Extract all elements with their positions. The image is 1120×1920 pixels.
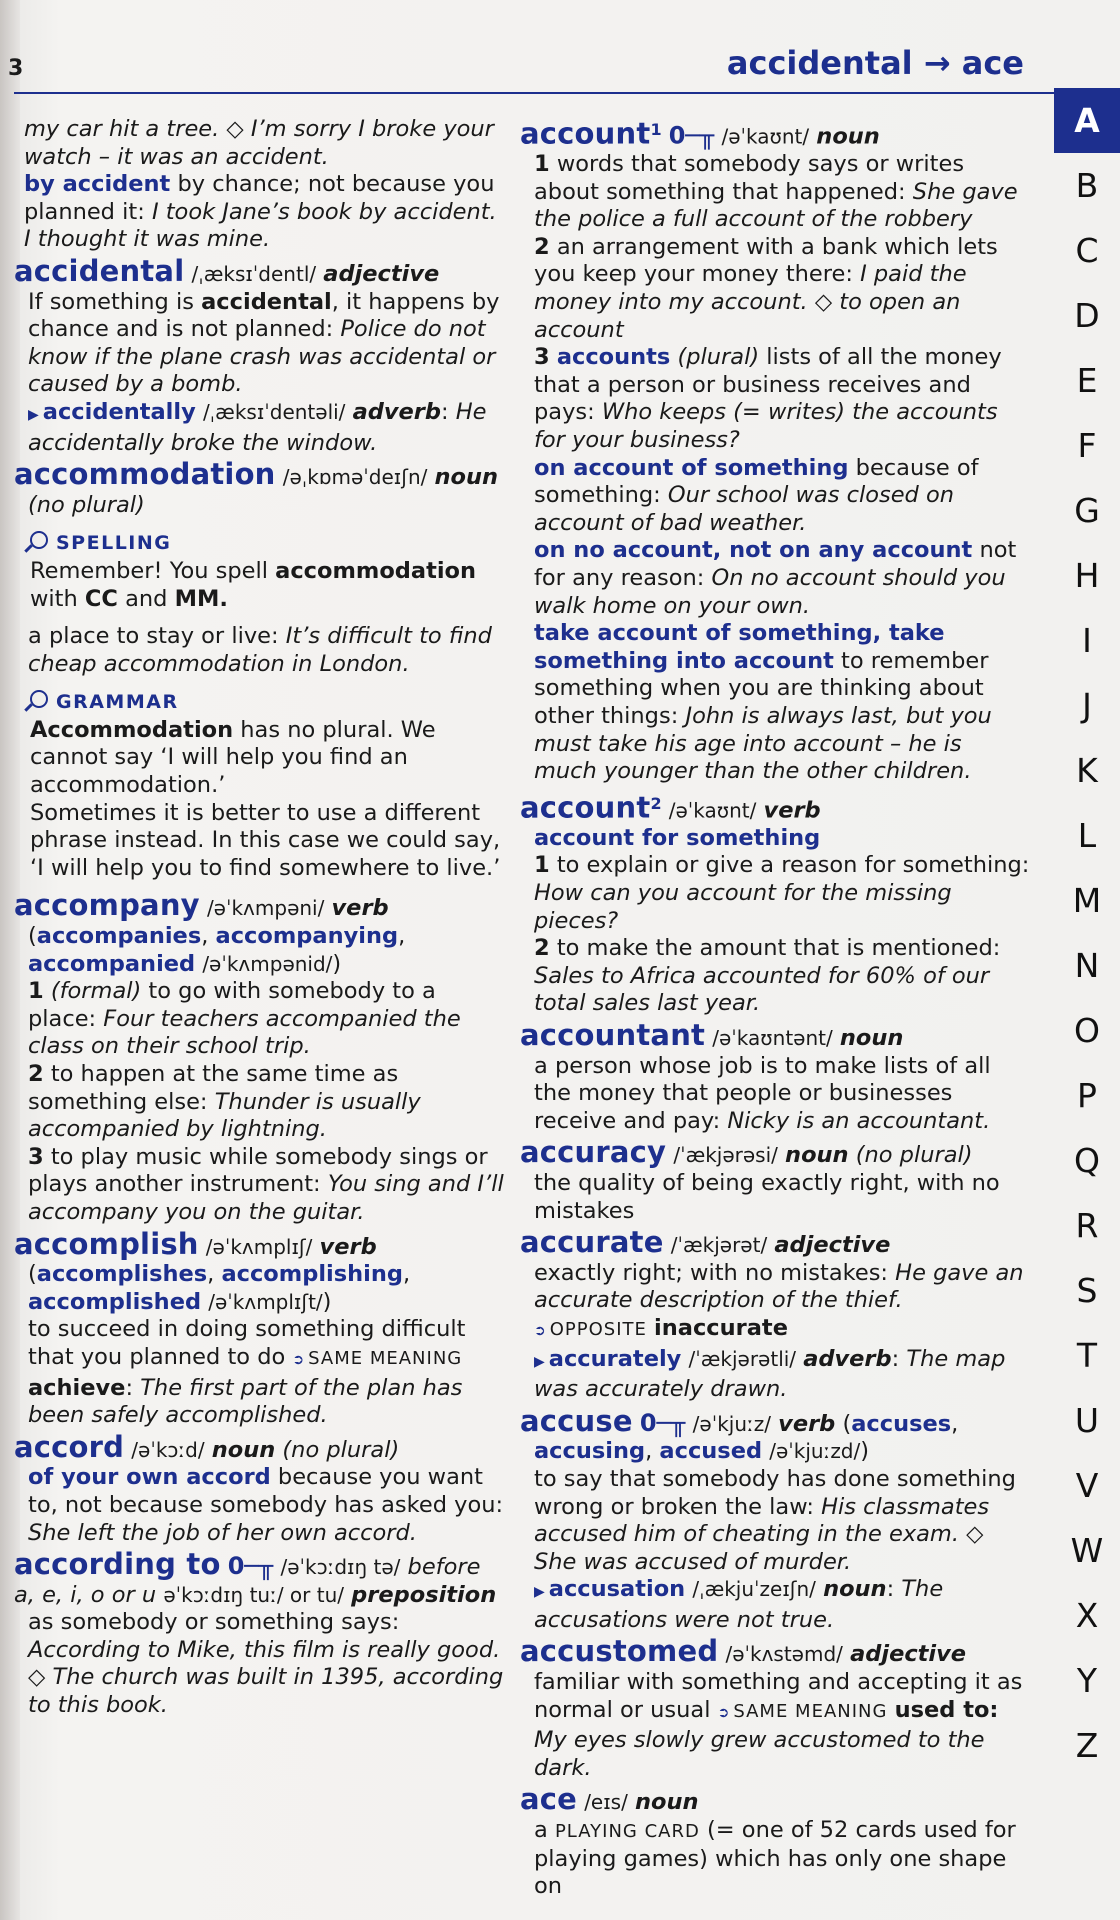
part-of-speech: verb xyxy=(331,895,389,922)
headword: ace xyxy=(520,1782,578,1817)
header-rule xyxy=(14,92,1060,94)
part-of-speech: preposition xyxy=(351,1581,497,1608)
index-tab-l: L xyxy=(1077,816,1097,855)
entry-accommodation xyxy=(14,457,508,882)
verb-forms: accusing, accused /əˈkjuːzd/) xyxy=(534,1438,870,1465)
pronunciation: /ˈækjərəsi/ xyxy=(673,1143,778,1168)
headword: accountant xyxy=(520,1018,706,1052)
sense-2: 2 an arrangement with a bank which lets you keep your money there: I paid the money into my account. ◇ to open an account xyxy=(534,233,998,343)
index-tab-p: P xyxy=(1077,1076,1097,1115)
cross-reference-icon: ➲ xyxy=(717,1704,730,1721)
headword: account xyxy=(520,790,651,825)
sense-1: 1 to explain or give a reason for something: How can you account for the missing pieces? xyxy=(534,852,1030,934)
page-number: 3 xyxy=(8,56,24,81)
headword: accidental xyxy=(14,253,185,288)
derivative: ▶ accidentally /ˌæksɪˈdentəli/ adverb: He accidentally broke the window. xyxy=(28,398,487,456)
headword: accommodation xyxy=(14,457,276,492)
definition: by chance; not because you planned it: xyxy=(24,171,495,225)
entry-accident-continued xyxy=(24,116,508,171)
sense: a PLAYING CARD (= one of 52 cards used for playing games) which has only one shape on xyxy=(534,1817,1016,1900)
index-tab-k: K xyxy=(1076,751,1098,790)
index-tab-i: I xyxy=(1082,621,1092,660)
verb-forms: (accompanies, accompanying, accompanied /əˈkʌmpənid/) xyxy=(28,923,406,977)
sense-2: 2 to make the amount that is mentioned: Sales to Africa accounted for 60% of our total sales last year. xyxy=(534,935,1001,1017)
derivative-word: accidentally xyxy=(42,398,196,425)
example-text: my car hit a tree. ◇ I’m sorry I broke your watch – it was an accident. xyxy=(24,116,494,170)
spelling-note: SPELLING Remember! You spell accommodation with CC and MM. xyxy=(30,532,477,612)
phrase-by-accident xyxy=(24,171,508,254)
pronunciation: /əˈkʌstəmd/ xyxy=(725,1642,843,1667)
sense: of your own accord because you want to, not because somebody has asked you: She left the job of her own accord. xyxy=(28,1464,504,1546)
pronunciation: /əˈkaʊntənt/ xyxy=(712,1026,833,1050)
example: He accidentally broke the window. xyxy=(28,398,487,456)
entry-accidental xyxy=(14,253,508,457)
running-head: accidental → ace xyxy=(726,44,1024,82)
phrase-label: by accident xyxy=(24,171,171,198)
part-of-speech: noun xyxy=(434,464,499,491)
part-of-speech: noun xyxy=(211,1436,276,1463)
headword: accuse xyxy=(520,1403,633,1438)
entry-accountant xyxy=(520,1018,1030,1135)
column-right xyxy=(520,112,1030,1901)
column-left xyxy=(14,112,508,1720)
index-tab-s: S xyxy=(1076,1271,1098,1310)
keyword: accidental xyxy=(201,288,332,315)
pronunciation: /eɪs/ xyxy=(584,1790,628,1815)
pronunciation: /əˈkɔːd/ xyxy=(131,1437,205,1462)
part-of-speech: verb xyxy=(319,1233,377,1260)
sense-3: 3 accounts (plural) lists of all the money that a person or business receives and pays: Who keeps (= writes) the accounts for your business? xyxy=(534,344,1002,454)
headword: accustomed xyxy=(520,1634,719,1669)
part-of-speech: adjective xyxy=(774,1232,891,1259)
headword: accompany xyxy=(14,888,200,923)
part-of-speech: verb xyxy=(763,797,821,824)
derivative: ▶ accusation /ˌækjuˈzeɪʃn/ noun: The accusations were not true. xyxy=(534,1576,944,1633)
entry-accord: accord /əˈkɔːd/ noun (no plural) of your own accord because you want to, not because somebody has asked you: She left the job of her own accord. xyxy=(14,1434,508,1547)
sense-1: 1 words that somebody says or writes about something that happened: She gave the police a full account of the robbery xyxy=(534,151,1018,233)
index-tab-o: O xyxy=(1074,1011,1100,1050)
pronunciation: /əˈkaʊnt/ xyxy=(668,798,757,823)
index-tab-z: Z xyxy=(1075,1726,1099,1765)
headword: accurate xyxy=(520,1225,664,1260)
key-icon: 0─╥ xyxy=(668,121,715,150)
pronunciation: /ˈækjərət/ xyxy=(670,1233,768,1258)
key-icon: 0─╥ xyxy=(227,1552,274,1581)
sense: a person whose job is to make lists of all the money that people or businesses receive and pay: Nicky is an accountant. xyxy=(534,1052,991,1134)
definition: a place to stay or live: xyxy=(28,623,279,650)
headword: according to xyxy=(14,1547,221,1582)
entry-ace xyxy=(520,1782,1030,1900)
index-tab-j: J xyxy=(1082,686,1092,725)
note-title: SPELLING xyxy=(56,532,172,555)
index-tab-m: M xyxy=(1072,881,1102,920)
headword: accord xyxy=(14,1429,125,1464)
pronunciation: /əˈkjuːz/ xyxy=(692,1411,771,1436)
phrase-on-account-of: on account of something because of something: Our school was closed on account of bad weather. xyxy=(534,454,979,536)
triangle-icon: ▶ xyxy=(534,1584,545,1601)
index-tab-c: C xyxy=(1075,231,1099,270)
sense: exactly right; with no mistakes: He gave an accurate description of the thief. xyxy=(534,1259,1024,1314)
index-tab-a: A xyxy=(1054,88,1120,153)
index-tab-e: E xyxy=(1076,361,1098,400)
pronunciation: /əˌkɒməˈdeɪʃn/ xyxy=(282,465,428,490)
sense: to succeed in doing something difficult that you planned to do ➲ SAME MEANING achieve: The first part of the plan has been safely accomplished. xyxy=(28,1316,466,1429)
entry-accuracy: accuracy /ˈækjərəsi/ noun (no plural) the quality of being exactly right, with no mistakes xyxy=(520,1139,1030,1225)
part-of-speech: noun xyxy=(839,1025,904,1051)
pronunciation: /əˈkʌmpəni/ xyxy=(206,896,325,921)
sense: the quality of being exactly right, with no mistakes xyxy=(534,1169,1000,1224)
sense: familiar with something and accepting it as normal or usual ➲ SAME MEANING used to: My eyes slowly grew accustomed to the dark. xyxy=(534,1669,1023,1781)
pronunciation: /əˈkaʊnt/ xyxy=(721,124,810,149)
cross-reference-icon: ➲ xyxy=(292,1351,305,1368)
phrase-take-account: take account of something, take something into account to remember something when you are thinking about other things: John is always last, but you must take his age into account – he is much younger than the other children. xyxy=(534,620,992,785)
derivative: ▶ accurately /ˈækjərətli/ adverb: The map was accurately drawn. xyxy=(534,1345,1006,1403)
part-of-speech: noun xyxy=(816,123,880,150)
magnifier-icon xyxy=(30,531,48,549)
definition-cont: , it happens by chance and is not planned: xyxy=(28,288,500,343)
opposite: ➲ OPPOSITE inaccurate xyxy=(534,1314,788,1341)
index-tab-r: R xyxy=(1075,1206,1099,1245)
index-tab-y: Y xyxy=(1076,1661,1098,1700)
part-of-speech: adverb xyxy=(352,398,441,425)
headword: accuracy xyxy=(520,1135,667,1170)
index-tab-f: F xyxy=(1077,426,1097,465)
sense-2: 2 to happen at the same time as something else: Thunder is usually accompanied by lightning. xyxy=(28,1061,421,1143)
sense xyxy=(28,623,508,678)
triangle-icon: ▶ xyxy=(534,1353,545,1370)
index-tab-w: W xyxy=(1070,1531,1104,1570)
entry-according-to: according to 0─╥ /əˈkɔːdɪŋ tə/ before a, e, i, o or u əˈkɔːdɪŋ tuː/ or tu/ preposition as somebody or something says: According to Mike, this film is really good. ◇ The church was built in 1395, according to this book. xyxy=(14,1551,508,1720)
part-of-speech: adjective xyxy=(850,1641,967,1668)
sense-1: 1 (formal) to go with somebody to a place: Four teachers accompanied the class on their school trip. xyxy=(28,978,461,1060)
note-title: GRAMMAR xyxy=(56,691,179,714)
index-tab-u: U xyxy=(1074,1401,1100,1440)
magnifier-icon xyxy=(30,690,48,708)
sense: as somebody or something says: According to Mike, this film is really good. ◇ The church was built in 1395, according to this book. xyxy=(28,1609,504,1719)
entry-accustomed xyxy=(520,1634,1030,1782)
index-tab-x: X xyxy=(1075,1596,1099,1635)
index-tab-b: B xyxy=(1075,166,1099,205)
index-tab-g: G xyxy=(1074,491,1100,530)
entry-accurate xyxy=(520,1225,1030,1404)
index-tab-d: D xyxy=(1074,296,1100,335)
alphabet-thumb-index xyxy=(1054,88,1120,1908)
part-of-speech: adjective xyxy=(323,260,440,287)
pronunciation: /əˈkɔːdɪŋ tə/ xyxy=(280,1555,401,1580)
pronunciation: /ˌæksɪˈdentl/ xyxy=(191,261,317,286)
entry-accomplish xyxy=(14,1226,508,1430)
sense: to say that somebody has done something wrong or broken the law: His classmates accused him of cheating in the exam. ◇ She was accused of murder. xyxy=(534,1465,1016,1575)
key-icon: 0─╥ xyxy=(639,1408,686,1437)
example: It’s difficult to find cheap accommodation in London. xyxy=(28,623,492,677)
verb-forms: (accomplishes, accomplishing, accomplished /əˈkʌmplɪʃt/) xyxy=(28,1261,411,1315)
index-tab-t: T xyxy=(1076,1336,1098,1375)
phrasal-verb: account for something xyxy=(534,824,821,851)
triangle-icon: ▶ xyxy=(28,406,39,423)
sense-3: 3 to play music while somebody sings or plays another instrument: You sing and I’ll accompany you on the guitar. xyxy=(28,1143,504,1225)
entry-accuse: accuse 0─╥ /əˈkjuːz/ verb (accuses, accusing, accused /əˈkjuːzd/) to say that somebody has done something wrong or broken the law: His classmates accused him of cheating in the exam. ◇ She was accused of murder. ▶ accusation /ˌækjuˈzeɪʃn/ noun: The accusations were not true. xyxy=(520,1408,1030,1635)
example: Police do not know if the plane crash was accidental or caused by a bomb. xyxy=(28,316,496,398)
entry-account-1: account$^1$ 0─╥ /əˈkaʊnt/ noun 1 words that somebody says or writes about something that happened: She gave the police a full account of the robbery 2 an arrangement with a bank which lets you keep your money there: I paid the money into my account. ◇ to open an account 3 accounts (plural) lists of all the money that a person or business receives and pays: Who keeps (= writes) the accounts for your business? on account of something because of something: Our school was closed on account of bad weather. on no account, not on any account not for any reason: On no account should you walk home on your own. take account of something, take something into account to remember something when you are thinking about other things: John is always last, but you must take his age into account – he is much younger than the other children. xyxy=(520,116,1030,786)
phrase-on-no-account: on no account, not on any account not for any reason: On no account should you walk home on your own. xyxy=(534,537,1017,619)
cross-reference-icon: ➲ xyxy=(534,1322,546,1339)
example: I took Jane’s book by accident. I thought it was mine. xyxy=(24,198,497,253)
grammar-note: GRAMMAR Accommodation has no plural. We cannot say ‘I will help you find an accommodation.’ Sometimes it is better to use a different phrase instead. In this case we could say, ‘I will help you to find somewhere to live.’ xyxy=(30,691,501,881)
pronunciation: /ˌæksɪˈdentəli/ xyxy=(202,399,346,424)
sense xyxy=(28,289,508,399)
part-of-speech: noun xyxy=(785,1142,849,1169)
grammar-label: (no plural) xyxy=(28,491,145,518)
part-of-speech: verb xyxy=(778,1410,836,1437)
entry-account-2: account$^2$ /əˈkaʊnt/ verb account for something 1 to explain or give a reason for something: How can you account for the missing pieces? 2 to make the amount that is mentioned: Sales to Africa accounted for 60% of our total sales last year. xyxy=(520,790,1030,1017)
part-of-speech: noun xyxy=(634,1789,699,1816)
entry-accompany xyxy=(14,888,508,1226)
index-tab-h: H xyxy=(1074,556,1100,595)
index-tab-q: Q xyxy=(1074,1141,1100,1180)
index-tab-v: V xyxy=(1075,1466,1099,1505)
pronunciation: /əˈkʌmplɪʃ/ xyxy=(205,1234,313,1259)
headword: account xyxy=(520,116,651,151)
index-tab-n: N xyxy=(1074,946,1100,985)
headword: accomplish xyxy=(14,1226,199,1261)
definition: If something is xyxy=(28,288,194,315)
